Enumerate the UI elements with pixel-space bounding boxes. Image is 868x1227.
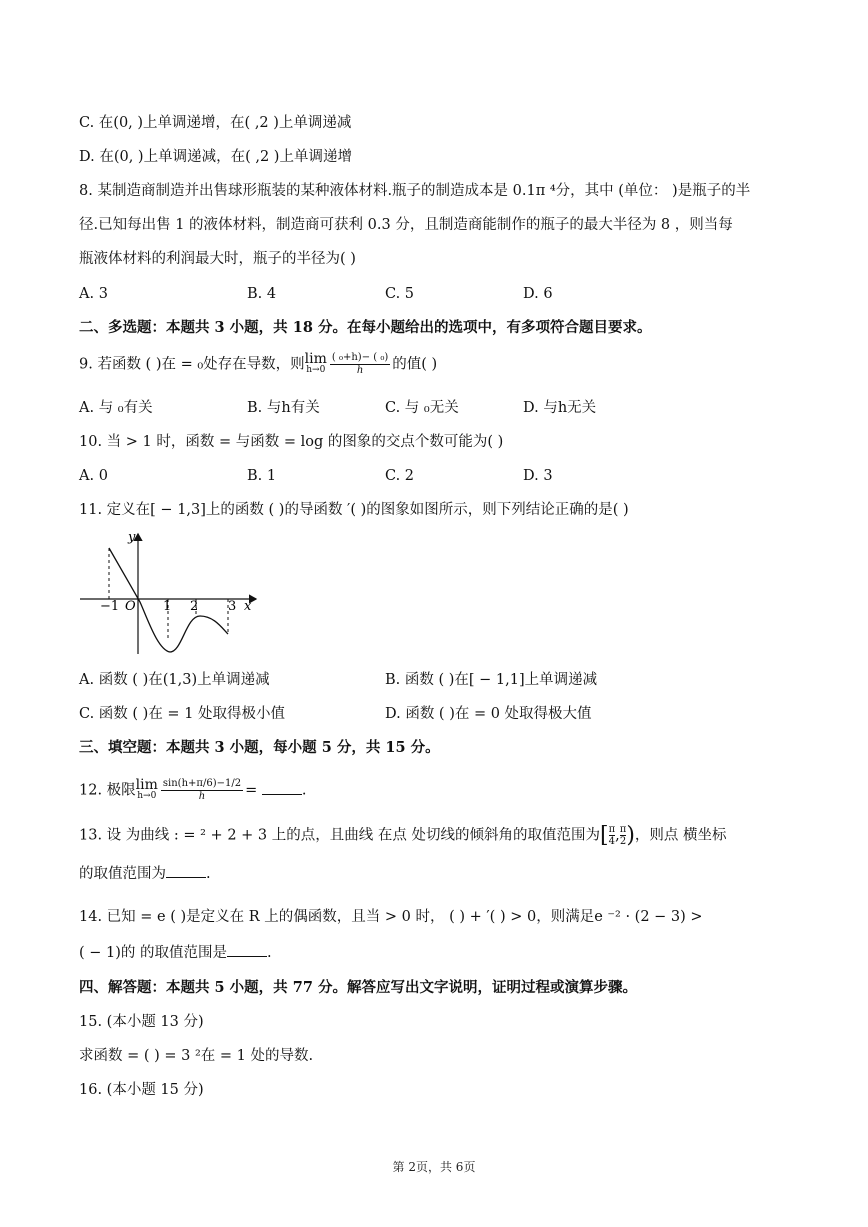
q10-option-b: B. 1 — [247, 468, 277, 484]
q12-fraction-den: h — [198, 791, 206, 802]
q13-frac-b — [620, 824, 627, 847]
section-4-heading: 四、解答题：本题共 5 小题，共 77 分。解答应写出文字说明，证明过程或演算步骤。 — [79, 979, 637, 996]
q13-bracket-open: [ — [599, 822, 609, 848]
q13-line-1-pre: 13. 设 为曲线 : = ² + 2 + 3 上的点，且曲线 在点 处切线的倾斜角的取值范围为 — [79, 827, 600, 844]
q14-line-2 — [79, 943, 272, 963]
q13-frac-b-den: 2 — [619, 836, 627, 847]
origin-label: O — [125, 599, 136, 614]
q14-period: . — [267, 945, 272, 961]
q13-bracket-close: ) — [626, 822, 635, 848]
q15-stem: 求函数 = ( ) = 3 ²在 = 1 处的导数. — [79, 1048, 314, 1064]
q8-option-b: B. 4 — [247, 286, 277, 302]
q9-stem-post: 的值( ) — [392, 356, 438, 373]
q12-lim-word: lim — [135, 776, 158, 793]
q13-frac-b-num: π — [619, 824, 627, 835]
q13-line-1 — [79, 824, 727, 847]
q12-stem-pre: 12. 极限 — [79, 782, 136, 799]
q9-lim — [304, 350, 327, 376]
q13-frac-a-den: 4 — [608, 836, 616, 847]
q7-option-d: D. 在(0, )上单调递减，在( ,2 )上单调递增 — [79, 149, 352, 165]
q14-answer-blank — [227, 944, 267, 957]
q9-lim-word: lim — [304, 350, 327, 367]
q13-comma: , — [615, 827, 620, 844]
q11-option-a: A. 函数 ( )在(1,3)上单调递减 — [79, 672, 270, 688]
q13-frac-a-num: π — [608, 824, 616, 835]
q11-option-b: B. 函数 ( )在[ − 1,1]上单调递减 — [385, 672, 598, 688]
q12-stem-post: = — [245, 782, 262, 799]
q12-lim-sub: h→0 — [137, 790, 157, 801]
q9-option-a: A. 与 ₀有关 — [79, 400, 153, 416]
q12-answer-blank — [262, 782, 302, 795]
q12-fraction-num: sin(h+π/6)−1/2 — [162, 778, 242, 789]
q12-period: . — [301, 782, 307, 799]
y-axis-label: y — [128, 530, 136, 545]
q13-answer-blank — [166, 865, 206, 878]
q11-option-d: D. 函数 ( )在 = 0 处取得极大值 — [385, 706, 592, 722]
q11-option-c: C. 函数 ( )在 = 1 处取得极小值 — [79, 706, 286, 722]
q8-option-d: D. 6 — [523, 286, 553, 302]
page-footer: 第 2页，共 6页 — [392, 1160, 476, 1174]
q12-lim — [135, 776, 158, 802]
q14-line-1: 14. 已知 = e ( )是定义在 R 上的偶函数，且当 > 0 时， ( ) + ′( ) > 0，则满足e ⁻² · (2 − 3) > — [79, 909, 703, 925]
q9-stem-pre: 9. 若函数 ( )在 = ₀处存在导数，则 — [79, 356, 305, 373]
q8-line-3: 瓶液体材料的利润最大时，瓶子的半径为( ) — [79, 251, 356, 267]
q13-line-1-post: ，则点 横坐标 — [634, 827, 727, 844]
q8-line-1: 8. 某制造商制造并出售球形瓶装的某种液体材料.瓶子的制造成本是 0.1π ⁴分，其中 (单位： )是瓶子的半 — [79, 183, 751, 199]
q11-stem: 11. 定义在[ − 1,3]上的函数 ( )的导函数 ′( )的图象如图所示，则下列结论正确的是( ) — [79, 502, 629, 518]
q9-fraction-num: ( ₀+h)− ( ₀) — [331, 352, 389, 363]
q13-period: . — [206, 866, 211, 882]
q13-line-2 — [79, 864, 211, 884]
q9-option-c: C. 与 ₀无关 — [385, 400, 459, 416]
q13-line-2-text: 的取值范围为 — [79, 866, 166, 882]
q9-option-d: D. 与h无关 — [523, 400, 597, 416]
q8-option-a: A. 3 — [79, 286, 108, 302]
q9-lim-sub: h→0 — [306, 364, 326, 375]
q8-option-c: C. 5 — [385, 286, 415, 302]
tick-1: 1 — [163, 599, 172, 614]
q10-option-c: C. 2 — [385, 468, 415, 484]
tick-2: 2 — [190, 599, 199, 614]
section-2-heading: 二、多选题：本题共 3 小题，共 18 分。在每小题给出的选项中，有多项符合题目要求。 — [79, 319, 652, 336]
tick-neg1: −1 — [100, 599, 120, 614]
section-3-heading: 三、填空题：本题共 3 小题，每小题 5 分，共 15 分。 — [79, 739, 440, 756]
tick-3: 3 — [228, 599, 237, 614]
q9-fraction-den: h — [356, 365, 364, 376]
q16-heading: 16. (本小题 15 分) — [79, 1082, 204, 1098]
q8-line-2: 径.已知每出售 1 的液体材料，制造商可获利 0.3 分，且制造商能制作的瓶子的最大半径为 8 ，则当每 — [79, 217, 733, 233]
q9-option-b: B. 与h有关 — [247, 400, 320, 416]
x-axis-label: x — [244, 599, 252, 614]
q10-stem: 10. 当 > 1 时，函数 = 与函数 = log 的图象的交点个数可能为( ) — [79, 434, 504, 450]
q12-stem — [79, 778, 306, 803]
q15-heading: 15. (本小题 13 分) — [79, 1014, 204, 1030]
q12-fraction — [161, 778, 243, 803]
q10-option-d: D. 3 — [523, 468, 553, 484]
q10-option-a: A. 0 — [79, 468, 108, 484]
q9-stem — [79, 352, 437, 377]
q11-derivative-graph — [78, 528, 268, 658]
q7-option-c: C. 在(0, )上单调递增，在( ,2 )上单调递减 — [79, 115, 352, 131]
q14-line-2-text: ( − 1)的 的取值范围是 — [79, 945, 228, 961]
q9-fraction — [330, 352, 390, 377]
